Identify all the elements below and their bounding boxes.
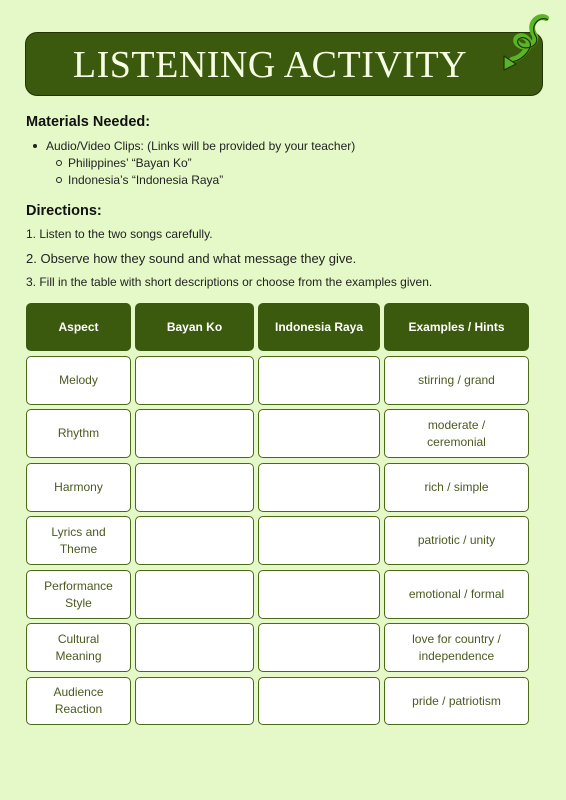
indonesia-raya-answer-cell[interactable] [258,623,380,672]
direction-step: 2. Observe how they sound and what message they give. [26,251,357,266]
aspect-cell: Melody [26,356,131,405]
indonesia-raya-answer-cell[interactable] [258,409,380,458]
bayan-ko-answer-cell[interactable] [135,677,254,725]
bayan-ko-answer-cell[interactable] [135,463,254,512]
materials-subitem: Philippines’ “Bayan Ko” [30,155,355,172]
hint-cell: emotional / formal [384,570,529,619]
hint-cell: moderate / ceremonial [384,409,529,458]
indonesia-raya-answer-cell[interactable] [258,677,380,725]
page-title: LISTENING ACTIVITY [72,44,468,86]
materials-heading: Materials Needed: [26,114,151,130]
bayan-ko-answer-cell[interactable] [135,516,254,565]
hint-cell: patriotic / unity [384,516,529,565]
hint-cell: love for country / independence [384,623,529,672]
aspect-cell: Cultural Meaning [26,623,131,672]
indonesia-raya-answer-cell[interactable] [258,356,380,405]
aspect-cell: Audience Reaction [26,677,131,725]
materials-subitem: Indonesia’s “Indonesia Raya” [30,172,355,189]
title-banner [25,32,543,96]
aspect-cell: Harmony [26,463,131,512]
hint-cell: pride / patriotism [384,677,529,725]
indonesia-raya-answer-cell[interactable] [258,516,380,565]
aspect-cell: Performance Style [26,570,131,619]
bayan-ko-answer-cell[interactable] [135,356,254,405]
direction-step: 3. Fill in the table with short descriptions or choose from the examples given. [26,275,433,289]
hint-cell: rich / simple [384,463,529,512]
bayan-ko-answer-cell[interactable] [135,409,254,458]
materials-list [30,138,355,189]
swirl-arrow-icon [498,10,558,84]
table-header-aspect: Aspect [26,303,131,351]
table-header-bayan-ko: Bayan Ko [135,303,254,351]
indonesia-raya-answer-cell[interactable] [258,463,380,512]
table-header-indonesia-raya: Indonesia Raya [258,303,380,351]
bayan-ko-answer-cell[interactable] [135,623,254,672]
direction-step: 1. Listen to the two songs carefully. [26,227,213,241]
bayan-ko-answer-cell[interactable] [135,570,254,619]
directions-heading: Directions: [26,203,102,219]
hint-cell: stirring / grand [384,356,529,405]
aspect-cell: Lyrics and Theme [26,516,131,565]
table-header-hints: Examples / Hints [384,303,529,351]
aspect-cell: Rhythm [26,409,131,458]
indonesia-raya-answer-cell[interactable] [258,570,380,619]
materials-item: Audio/Video Clips: (Links will be provided by your teacher) [30,138,355,155]
